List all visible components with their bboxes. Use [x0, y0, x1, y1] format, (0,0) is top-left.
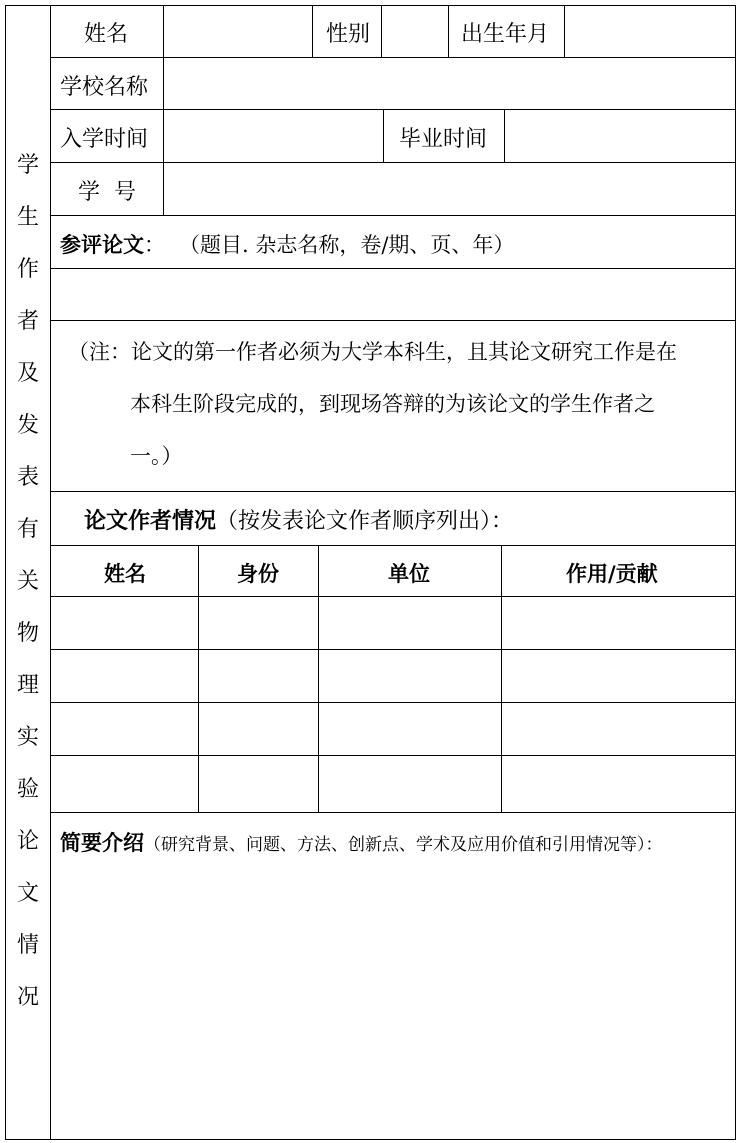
side-label-char: 情: [16, 933, 39, 958]
header-identity: 身份: [237, 561, 279, 586]
divider: [50, 491, 736, 492]
author-cell[interactable]: [319, 756, 501, 812]
side-label-char: 学: [16, 153, 39, 178]
note-line-3: 一。）: [130, 444, 183, 468]
author-cell[interactable]: [199, 703, 318, 755]
header-name: 姓名: [104, 561, 146, 586]
author-cell[interactable]: [502, 756, 735, 812]
side-label-char: 文: [16, 881, 39, 906]
author-cell[interactable]: [199, 597, 318, 649]
author-cell[interactable]: [51, 756, 198, 812]
school-field[interactable]: [164, 58, 735, 109]
paper-note: [68, 326, 728, 482]
authors-heading: [84, 504, 513, 535]
author-cell[interactable]: [199, 650, 318, 702]
birth-label: 出生年月: [461, 22, 550, 47]
header-contribution: 作用/贡献: [566, 561, 658, 586]
author-cell[interactable]: [502, 597, 735, 649]
enroll-field[interactable]: [164, 110, 382, 162]
summary-label: 简要介绍: [60, 830, 144, 855]
gender-label: 性别: [326, 22, 371, 47]
author-cell[interactable]: [319, 703, 501, 755]
author-cell[interactable]: [51, 650, 198, 702]
graduate-field[interactable]: [505, 110, 735, 162]
side-label-char: 表: [16, 465, 39, 490]
graduate-label: 毕业时间: [399, 127, 488, 152]
paper-heading: [60, 229, 514, 259]
side-label-char: 发: [16, 413, 39, 438]
name-label: 姓名: [84, 22, 129, 47]
side-label-char: 论: [16, 829, 39, 854]
birth-field[interactable]: [565, 6, 735, 57]
side-label-char: 况: [16, 985, 39, 1010]
divider: [448, 5, 449, 57]
author-cell[interactable]: [51, 703, 198, 755]
student-id-field[interactable]: [164, 163, 735, 215]
divider: [50, 215, 736, 216]
summary-hint: （研究背景、问题、方法、创新点、学术及应用价值和引用情况等）：: [144, 835, 663, 855]
side-label-char: 生: [16, 205, 39, 230]
summary-field[interactable]: [51, 862, 735, 1138]
author-cell[interactable]: [502, 703, 735, 755]
paper-label: 参评论文: [60, 232, 144, 257]
author-cell[interactable]: [51, 597, 198, 649]
side-label-char: 实: [16, 725, 39, 750]
side-label-char: 理: [16, 673, 39, 698]
side-label-char: 验: [16, 777, 39, 802]
divider: [383, 109, 384, 162]
author-cell[interactable]: [319, 597, 501, 649]
side-label-vertical: [6, 140, 50, 1024]
student-id-label: 学 号: [78, 180, 136, 205]
divider: [50, 545, 736, 546]
note-line-2: 本科生阶段完成的，到现场答辩的为该论文的学生作者之: [130, 392, 655, 416]
paper-hint: （题目. 杂志名称，卷/期、页、年）: [179, 233, 515, 257]
side-label-char: 关: [16, 569, 39, 594]
paper-colon: ：: [144, 233, 165, 257]
school-label: 学校名称: [60, 75, 149, 100]
side-label-char: 者: [16, 309, 39, 334]
author-cell[interactable]: [319, 650, 501, 702]
author-cell[interactable]: [502, 650, 735, 702]
summary-heading: [60, 827, 663, 857]
side-label-char: 作: [16, 257, 39, 282]
gender-field[interactable]: [382, 6, 447, 57]
side-label-char: 有: [16, 517, 39, 542]
note-line-1: （注：论文的第一作者必须为大学本科生，且其论文研究工作是在: [68, 340, 677, 364]
name-field[interactable]: [164, 6, 311, 57]
enroll-label: 入学时间: [60, 127, 149, 152]
side-label-char: 及: [16, 361, 39, 386]
side-label-char: 物: [16, 621, 39, 646]
header-unit: 单位: [388, 561, 430, 586]
divider: [312, 5, 313, 57]
paper-field[interactable]: [51, 269, 735, 320]
divider: [50, 812, 736, 813]
authors-title: 论文作者情况: [84, 508, 217, 534]
author-cell[interactable]: [199, 756, 318, 812]
authors-hint: （按发表论文作者顺序列出）：: [216, 509, 514, 534]
divider: [50, 320, 736, 321]
